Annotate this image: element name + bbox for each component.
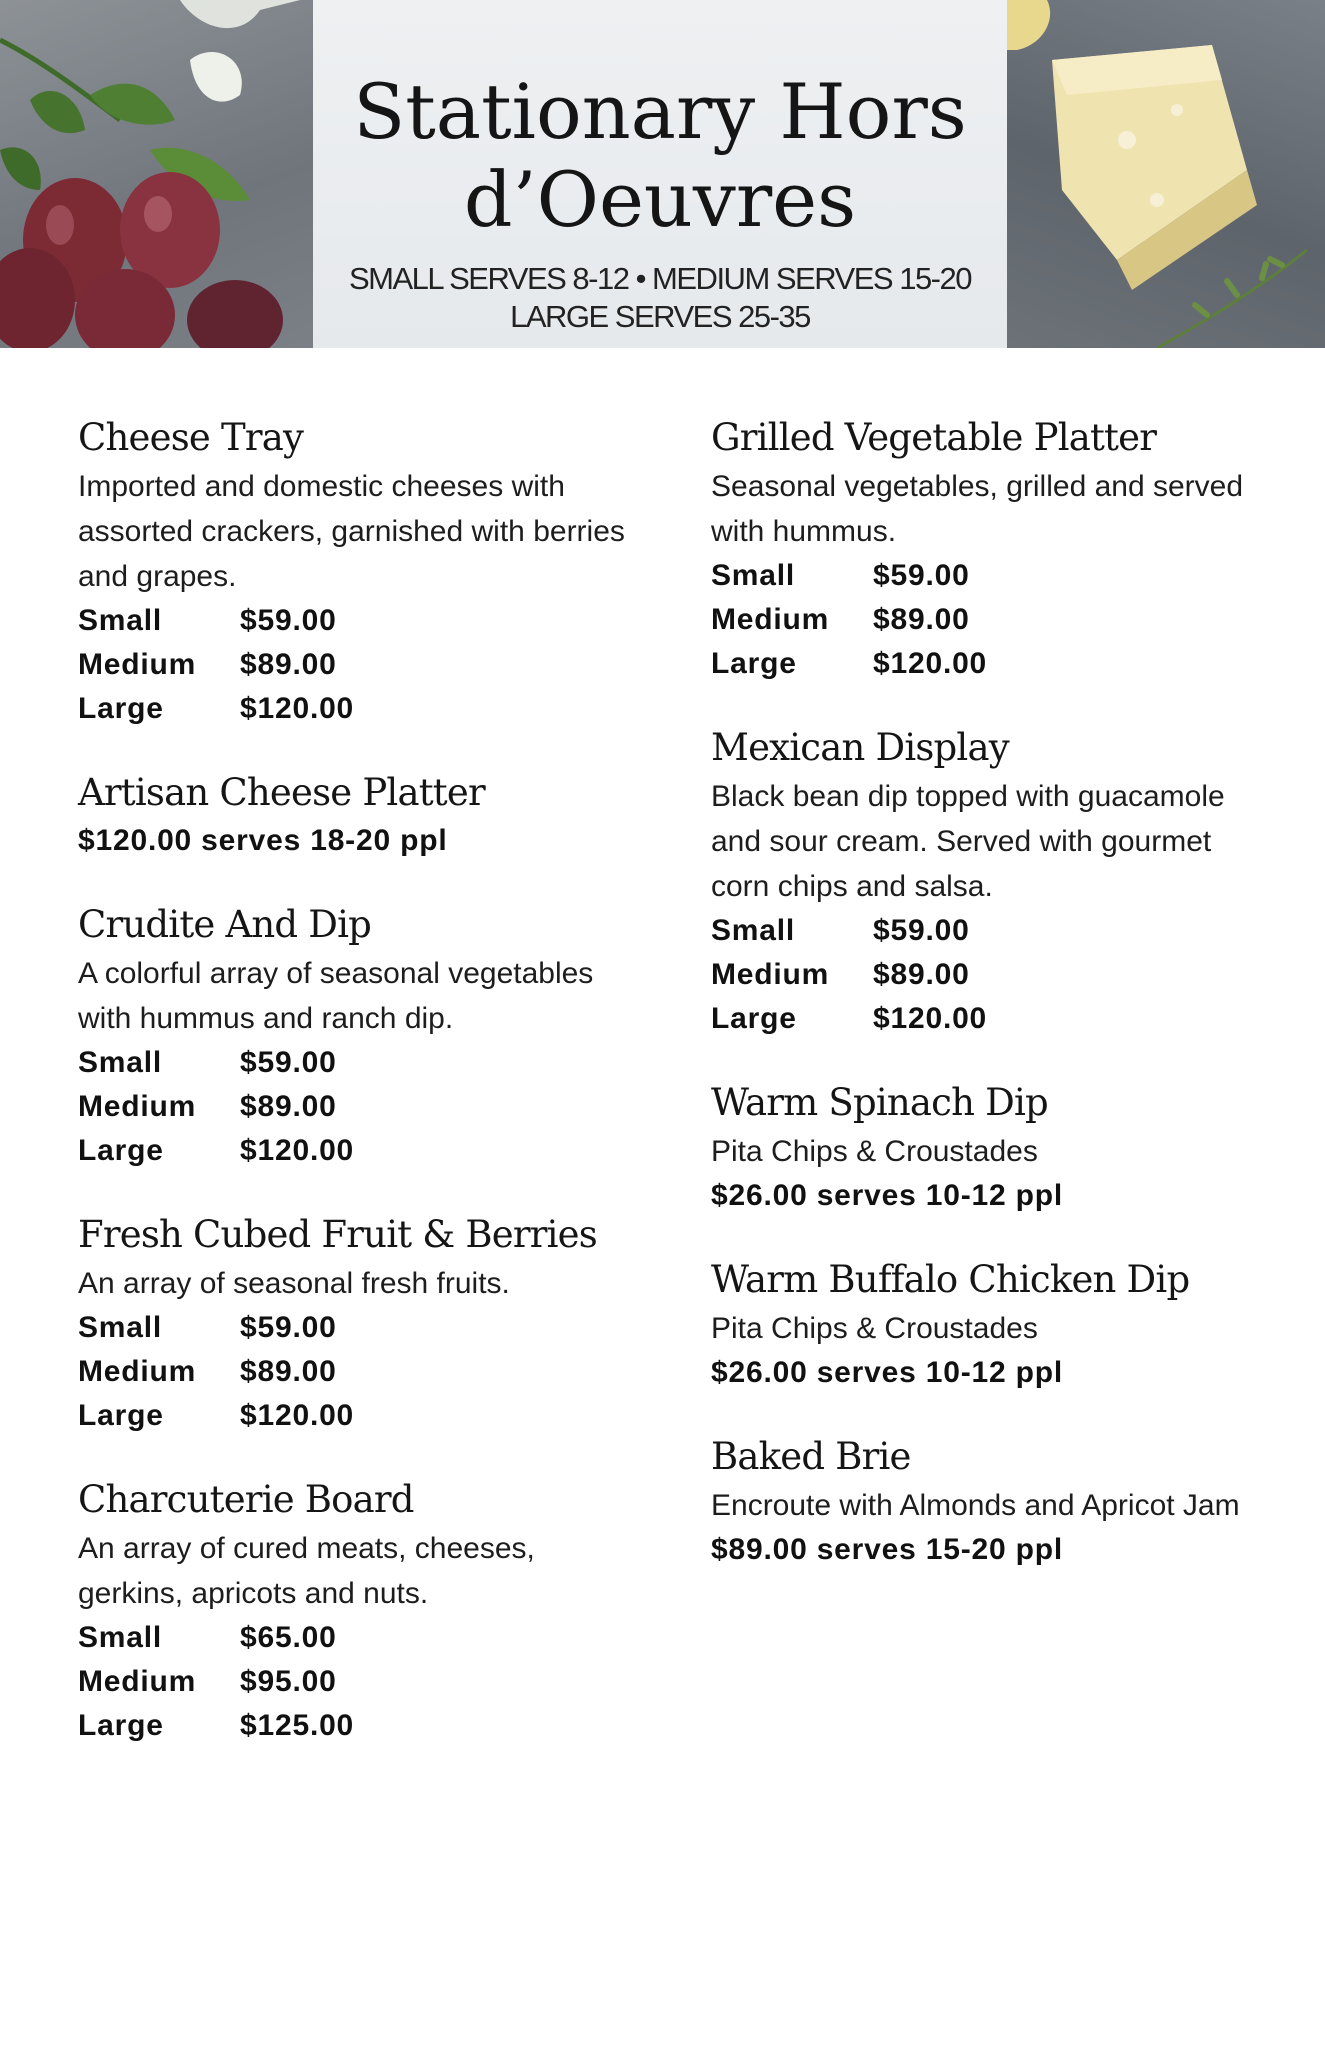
price-value: $59.00: [873, 914, 970, 947]
header-banner: [0, 0, 1325, 348]
price-value: $59.00: [873, 559, 970, 592]
price-row-large: [711, 997, 1271, 1041]
price-row-medium: [711, 953, 1271, 997]
item-description: Imported and domestic cheeses with assorted crackers, garnished with berries and grapes.: [78, 470, 625, 593]
price-row-medium: [78, 1085, 638, 1129]
page-title: [313, 0, 1007, 244]
flat-price: $89.00 serves 15-20 ppl: [711, 1533, 1063, 1566]
price-row-medium: [711, 598, 1271, 642]
size-label: Small: [78, 1311, 163, 1344]
item-description: Seasonal vegetables, grilled and served with hummus.: [711, 470, 1244, 548]
menu-item: [711, 1254, 1271, 1395]
menu-item: [78, 1474, 638, 1748]
price-row-large: [78, 1704, 638, 1748]
item-name: Fresh Cubed Fruit & Berries: [78, 1213, 597, 1256]
size-label: Medium: [78, 1355, 197, 1388]
item-description: Pita Chips & Croustades: [711, 1312, 1038, 1345]
price-row-small: [78, 1306, 638, 1350]
price-value: $89.00: [240, 648, 337, 681]
price-value: $89.00: [240, 1355, 337, 1388]
price-value: $89.00: [240, 1090, 337, 1123]
flat-price: $26.00 serves 10-12 ppl: [711, 1179, 1063, 1212]
size-label: Small: [78, 1046, 163, 1079]
flat-price: $26.00 serves 10-12 ppl: [711, 1356, 1063, 1389]
title-panel: [313, 0, 1007, 348]
size-label: Small: [711, 914, 796, 947]
menu-item: [78, 1209, 638, 1438]
item-name: Cheese Tray: [78, 416, 304, 459]
price-row-small: [711, 909, 1271, 953]
menu-item: [711, 722, 1271, 1041]
page-title-line1: Stationary Hors: [353, 67, 967, 156]
item-name: Grilled Vegetable Platter: [711, 416, 1157, 459]
menu-item: [78, 899, 638, 1173]
item-name: Crudite And Dip: [78, 903, 372, 946]
item-name: Charcuterie Board: [78, 1478, 414, 1521]
price-row-small: [78, 599, 638, 643]
size-label: Small: [78, 604, 163, 637]
price-row-large: [711, 642, 1271, 686]
grapes-photo: [0, 0, 313, 348]
grapes-illustration: [0, 0, 313, 348]
menu-column-right: [711, 412, 1271, 1608]
item-name: Artisan Cheese Platter: [78, 771, 485, 814]
price-value: $95.00: [240, 1665, 337, 1698]
price-row-small: [78, 1616, 638, 1660]
item-description: An array of seasonal fresh fruits.: [78, 1267, 510, 1300]
flat-price: $120.00 serves 18-20 ppl: [78, 824, 448, 857]
size-label: Large: [711, 1002, 797, 1035]
price-value: $120.00: [873, 647, 988, 680]
size-label: Large: [78, 1399, 164, 1432]
menu-item: [711, 1077, 1271, 1218]
menu-item: [78, 412, 638, 731]
cheese-photo: [1007, 0, 1325, 348]
serves-info-line1: SMALL SERVES 8-12 • MEDIUM SERVES 15-20: [348, 261, 971, 296]
item-name: Warm Spinach Dip: [711, 1081, 1048, 1124]
size-label: Medium: [711, 603, 830, 636]
price-value: $125.00: [240, 1709, 355, 1742]
page-title-line2: d’Oeuvres: [463, 155, 857, 244]
item-description: Encroute with Almonds and Apricot Jam: [711, 1489, 1240, 1522]
price-value: $59.00: [240, 604, 337, 637]
size-label: Small: [711, 559, 796, 592]
price-value: $89.00: [873, 958, 970, 991]
menu-item: [711, 412, 1271, 686]
price-value: $120.00: [873, 1002, 988, 1035]
price-row-large: [78, 1129, 638, 1173]
item-description: A colorful array of seasonal vegetables with hummus and ranch dip.: [78, 957, 594, 1035]
serves-info-line2: LARGE SERVES 25-35: [510, 299, 810, 334]
item-description: Black bean dip topped with guacamole and sour cream. Served with gourmet corn chips and salsa.: [711, 780, 1225, 903]
item-name: Mexican Display: [711, 726, 1009, 769]
price-value: $65.00: [240, 1621, 337, 1654]
menu-column-left: [78, 412, 638, 1784]
size-label: Large: [78, 1709, 164, 1742]
size-label: Medium: [711, 958, 830, 991]
size-label: Medium: [78, 1090, 197, 1123]
price-value: $89.00: [873, 603, 970, 636]
size-label: Large: [78, 1134, 164, 1167]
size-label: Small: [78, 1621, 163, 1654]
price-value: $120.00: [240, 692, 355, 725]
size-label: Large: [711, 647, 797, 680]
price-row-medium: [78, 1660, 638, 1704]
price-value: $120.00: [240, 1134, 355, 1167]
price-value: $120.00: [240, 1399, 355, 1432]
price-value: $59.00: [240, 1046, 337, 1079]
price-row-medium: [78, 643, 638, 687]
item-description: An array of cured meats, cheeses, gerkins, apricots and nuts.: [78, 1532, 535, 1610]
price-row-large: [78, 1394, 638, 1438]
size-label: Medium: [78, 1665, 197, 1698]
size-label: Large: [78, 692, 164, 725]
menu-item: [78, 767, 638, 863]
item-name: Warm Buffalo Chicken Dip: [711, 1258, 1190, 1301]
size-label: Medium: [78, 648, 197, 681]
price-row-medium: [78, 1350, 638, 1394]
price-row-small: [78, 1041, 638, 1085]
price-row-small: [711, 554, 1271, 598]
price-row-large: [78, 687, 638, 731]
item-name: Baked Brie: [711, 1435, 911, 1478]
item-description: Pita Chips & Croustades: [711, 1135, 1038, 1168]
cheese-illustration: [1007, 0, 1325, 348]
price-value: $59.00: [240, 1311, 337, 1344]
menu-item: [711, 1431, 1271, 1572]
